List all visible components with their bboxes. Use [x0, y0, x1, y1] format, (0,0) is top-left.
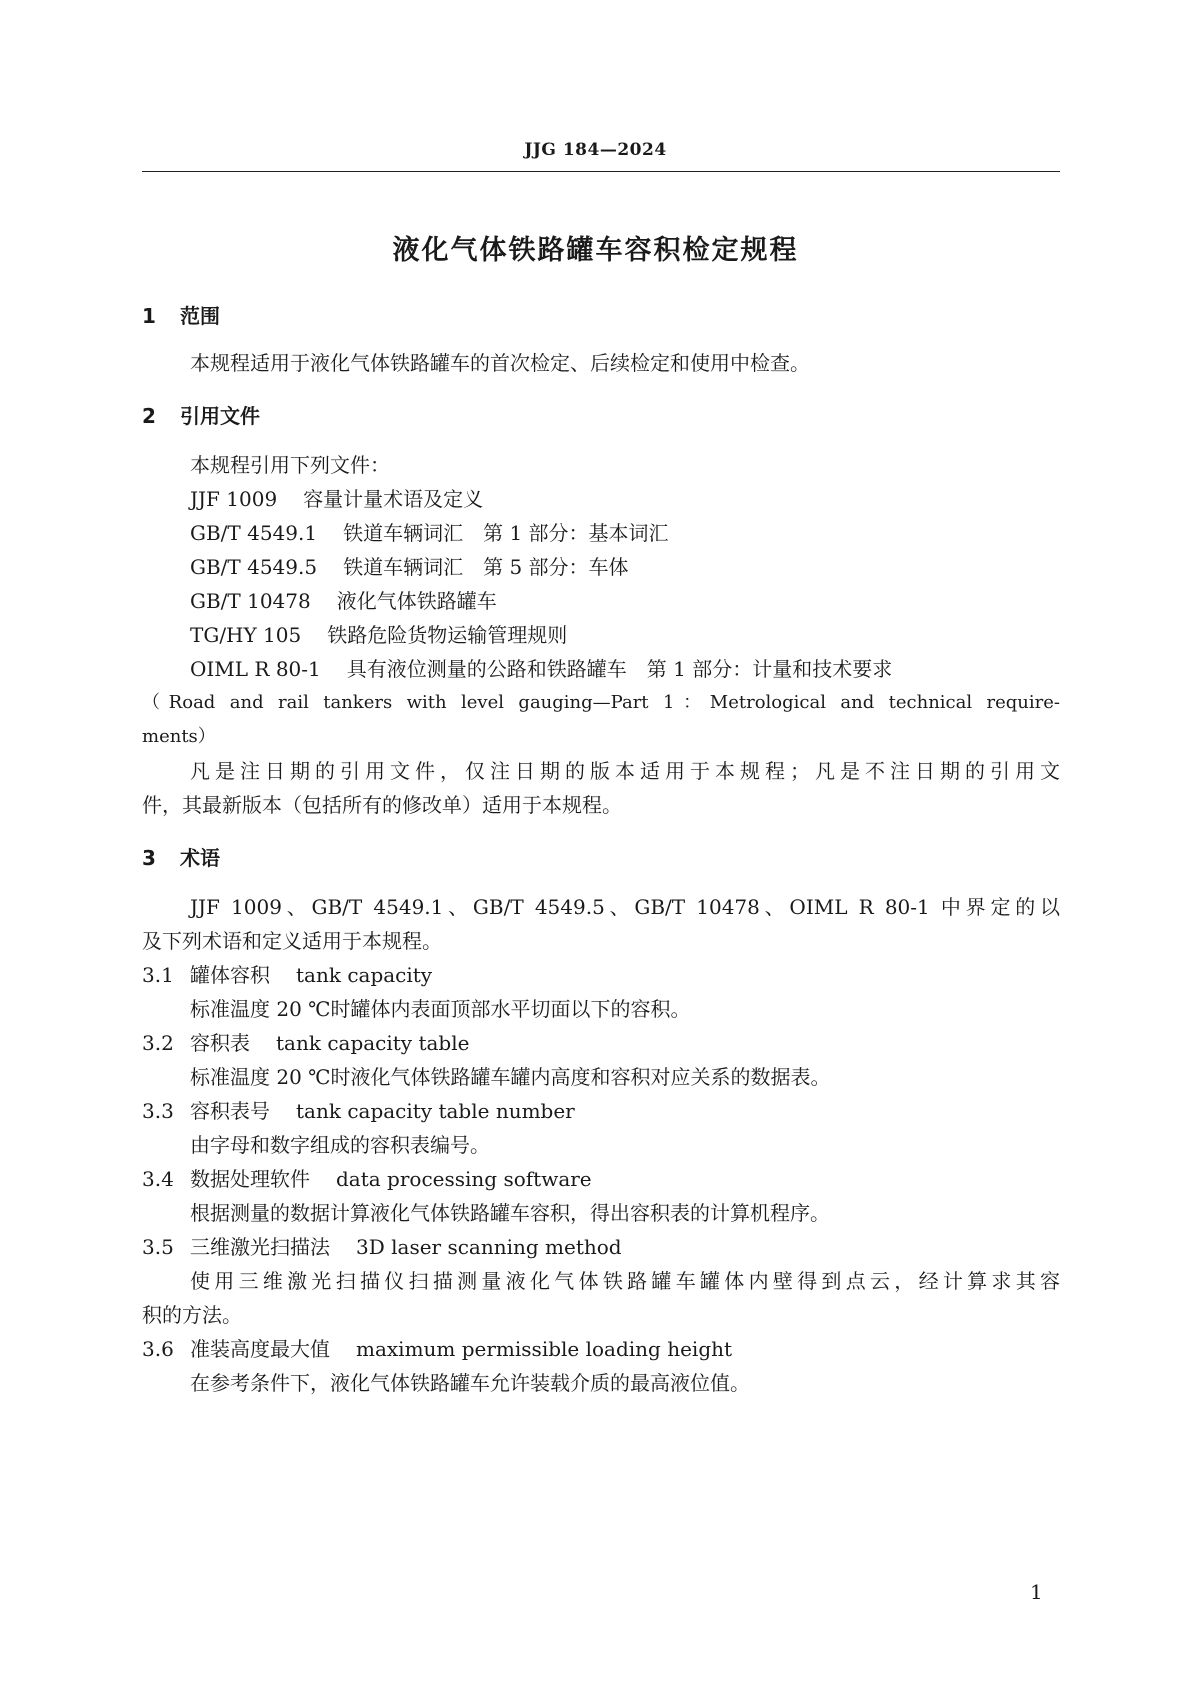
term-chinese: 罐体容积 [190, 963, 270, 987]
term-chinese: 容积表号 [190, 1099, 270, 1123]
refs-note-line-1: 凡是注日期的引用文件，仅注日期的版本适用于本规程；凡是不注日期的引用文 [190, 759, 1060, 783]
term-definition: 标准温度 20 ℃时罐体内表面顶部水平切面以下的容积。 [190, 997, 691, 1021]
term-definition-line-2: 积的方法。 [142, 1303, 242, 1327]
term-number: 3.4 [142, 1167, 174, 1191]
ref-name: 容量计量术语及定义 [303, 487, 484, 511]
term-definition: 根据测量的数据计算液化气体铁路罐车容积，得出容积表的计算机程序。 [190, 1201, 830, 1225]
oiml-english-title-line-2: ments） [142, 726, 216, 747]
section-number: 2 [142, 404, 156, 428]
term-english: data processing software [336, 1167, 592, 1191]
term-definition: 由字母和数字组成的容积表编号。 [190, 1133, 490, 1157]
oiml-english-title-line-1: （Road and rail tankers with level gauging—Part 1：Metrological and technical require- [142, 692, 1060, 713]
ref-name: 铁路危险货物运输管理规则 [327, 623, 568, 647]
ref-code: JJF 1009 [190, 487, 278, 511]
section-title: 范围 [180, 304, 220, 328]
ref-name: 铁道车辆词汇 第 5 部分：车体 [343, 555, 629, 579]
ref-item [190, 620, 567, 650]
ref-code: TG/HY 105 [190, 623, 302, 647]
terms-intro-line-1: JJF 1009、GB/T 4549.1、GB/T 4549.5、GB/T 10478、OIML R 80-1 中界定的以 [190, 895, 1060, 919]
ref-code: GB/T 4549.1 [190, 521, 318, 545]
scope-paragraph: 本规程适用于液化气体铁路罐车的首次检定、后续检定和使用中检查。 [190, 351, 810, 375]
ref-item [190, 654, 892, 684]
term-heading [142, 1334, 732, 1364]
ref-code: GB/T 4549.5 [190, 555, 318, 579]
term-chinese: 数据处理软件 [190, 1167, 310, 1191]
term-english: 3D laser scanning method [356, 1235, 622, 1259]
section-3-heading [142, 842, 220, 871]
term-heading [142, 1028, 469, 1058]
section-title: 引用文件 [180, 404, 260, 428]
term-heading [142, 1232, 622, 1262]
term-number: 3.2 [142, 1031, 174, 1055]
ref-code: GB/T 10478 [190, 589, 311, 613]
ref-code: OIML R 80-1 [190, 657, 321, 681]
refs-note-line-2: 件，其最新版本（包括所有的修改单）适用于本规程。 [142, 793, 622, 817]
term-heading [142, 1096, 575, 1126]
term-heading [142, 1164, 592, 1194]
section-2-heading [142, 400, 260, 429]
ref-item [190, 484, 483, 514]
header-rule [142, 171, 1060, 172]
term-english: tank capacity table number [296, 1099, 575, 1123]
page-number: 1 [1030, 1580, 1043, 1604]
ref-item [190, 586, 497, 616]
term-number: 3.6 [142, 1337, 174, 1361]
section-number: 1 [142, 304, 156, 328]
ref-name: 具有液位测量的公路和铁路罐车 第 1 部分：计量和技术要求 [346, 657, 893, 681]
document-title: 液化气体铁路罐车容积检定规程 [392, 235, 799, 266]
term-definition: 标准温度 20 ℃时液化气体铁路罐车罐内高度和容积对应关系的数据表。 [190, 1065, 831, 1089]
term-english: tank capacity table [276, 1031, 470, 1055]
term-english: maximum permissible loading height [356, 1337, 733, 1361]
term-chinese: 准装高度最大值 [190, 1337, 330, 1361]
terms-intro-line-2: 及下列术语和定义适用于本规程。 [142, 929, 442, 953]
term-english: tank capacity [296, 963, 433, 987]
term-number: 3.3 [142, 1099, 174, 1123]
term-chinese: 容积表 [190, 1031, 250, 1055]
refs-intro: 本规程引用下列文件： [190, 453, 390, 477]
section-1-heading [142, 300, 220, 329]
term-number: 3.5 [142, 1235, 174, 1259]
ref-name: 液化气体铁路罐车 [336, 589, 497, 613]
term-number: 3.1 [142, 963, 174, 987]
section-title: 术语 [180, 846, 220, 870]
section-number: 3 [142, 846, 156, 870]
term-heading [142, 960, 432, 990]
term-definition: 在参考条件下，液化气体铁路罐车允许装载介质的最高液位值。 [190, 1371, 750, 1395]
ref-item [190, 518, 669, 548]
term-chinese: 三维激光扫描法 [190, 1235, 330, 1259]
term-definition-line-1: 使用三维激光扫描仪扫描测量液化气体铁路罐车罐体内壁得到点云，经计算求其容 [190, 1269, 1060, 1293]
ref-item [190, 552, 629, 582]
ref-name: 铁道车辆词汇 第 1 部分：基本词汇 [343, 521, 669, 545]
standard-code-header: JJG 184—2024 [524, 140, 667, 160]
